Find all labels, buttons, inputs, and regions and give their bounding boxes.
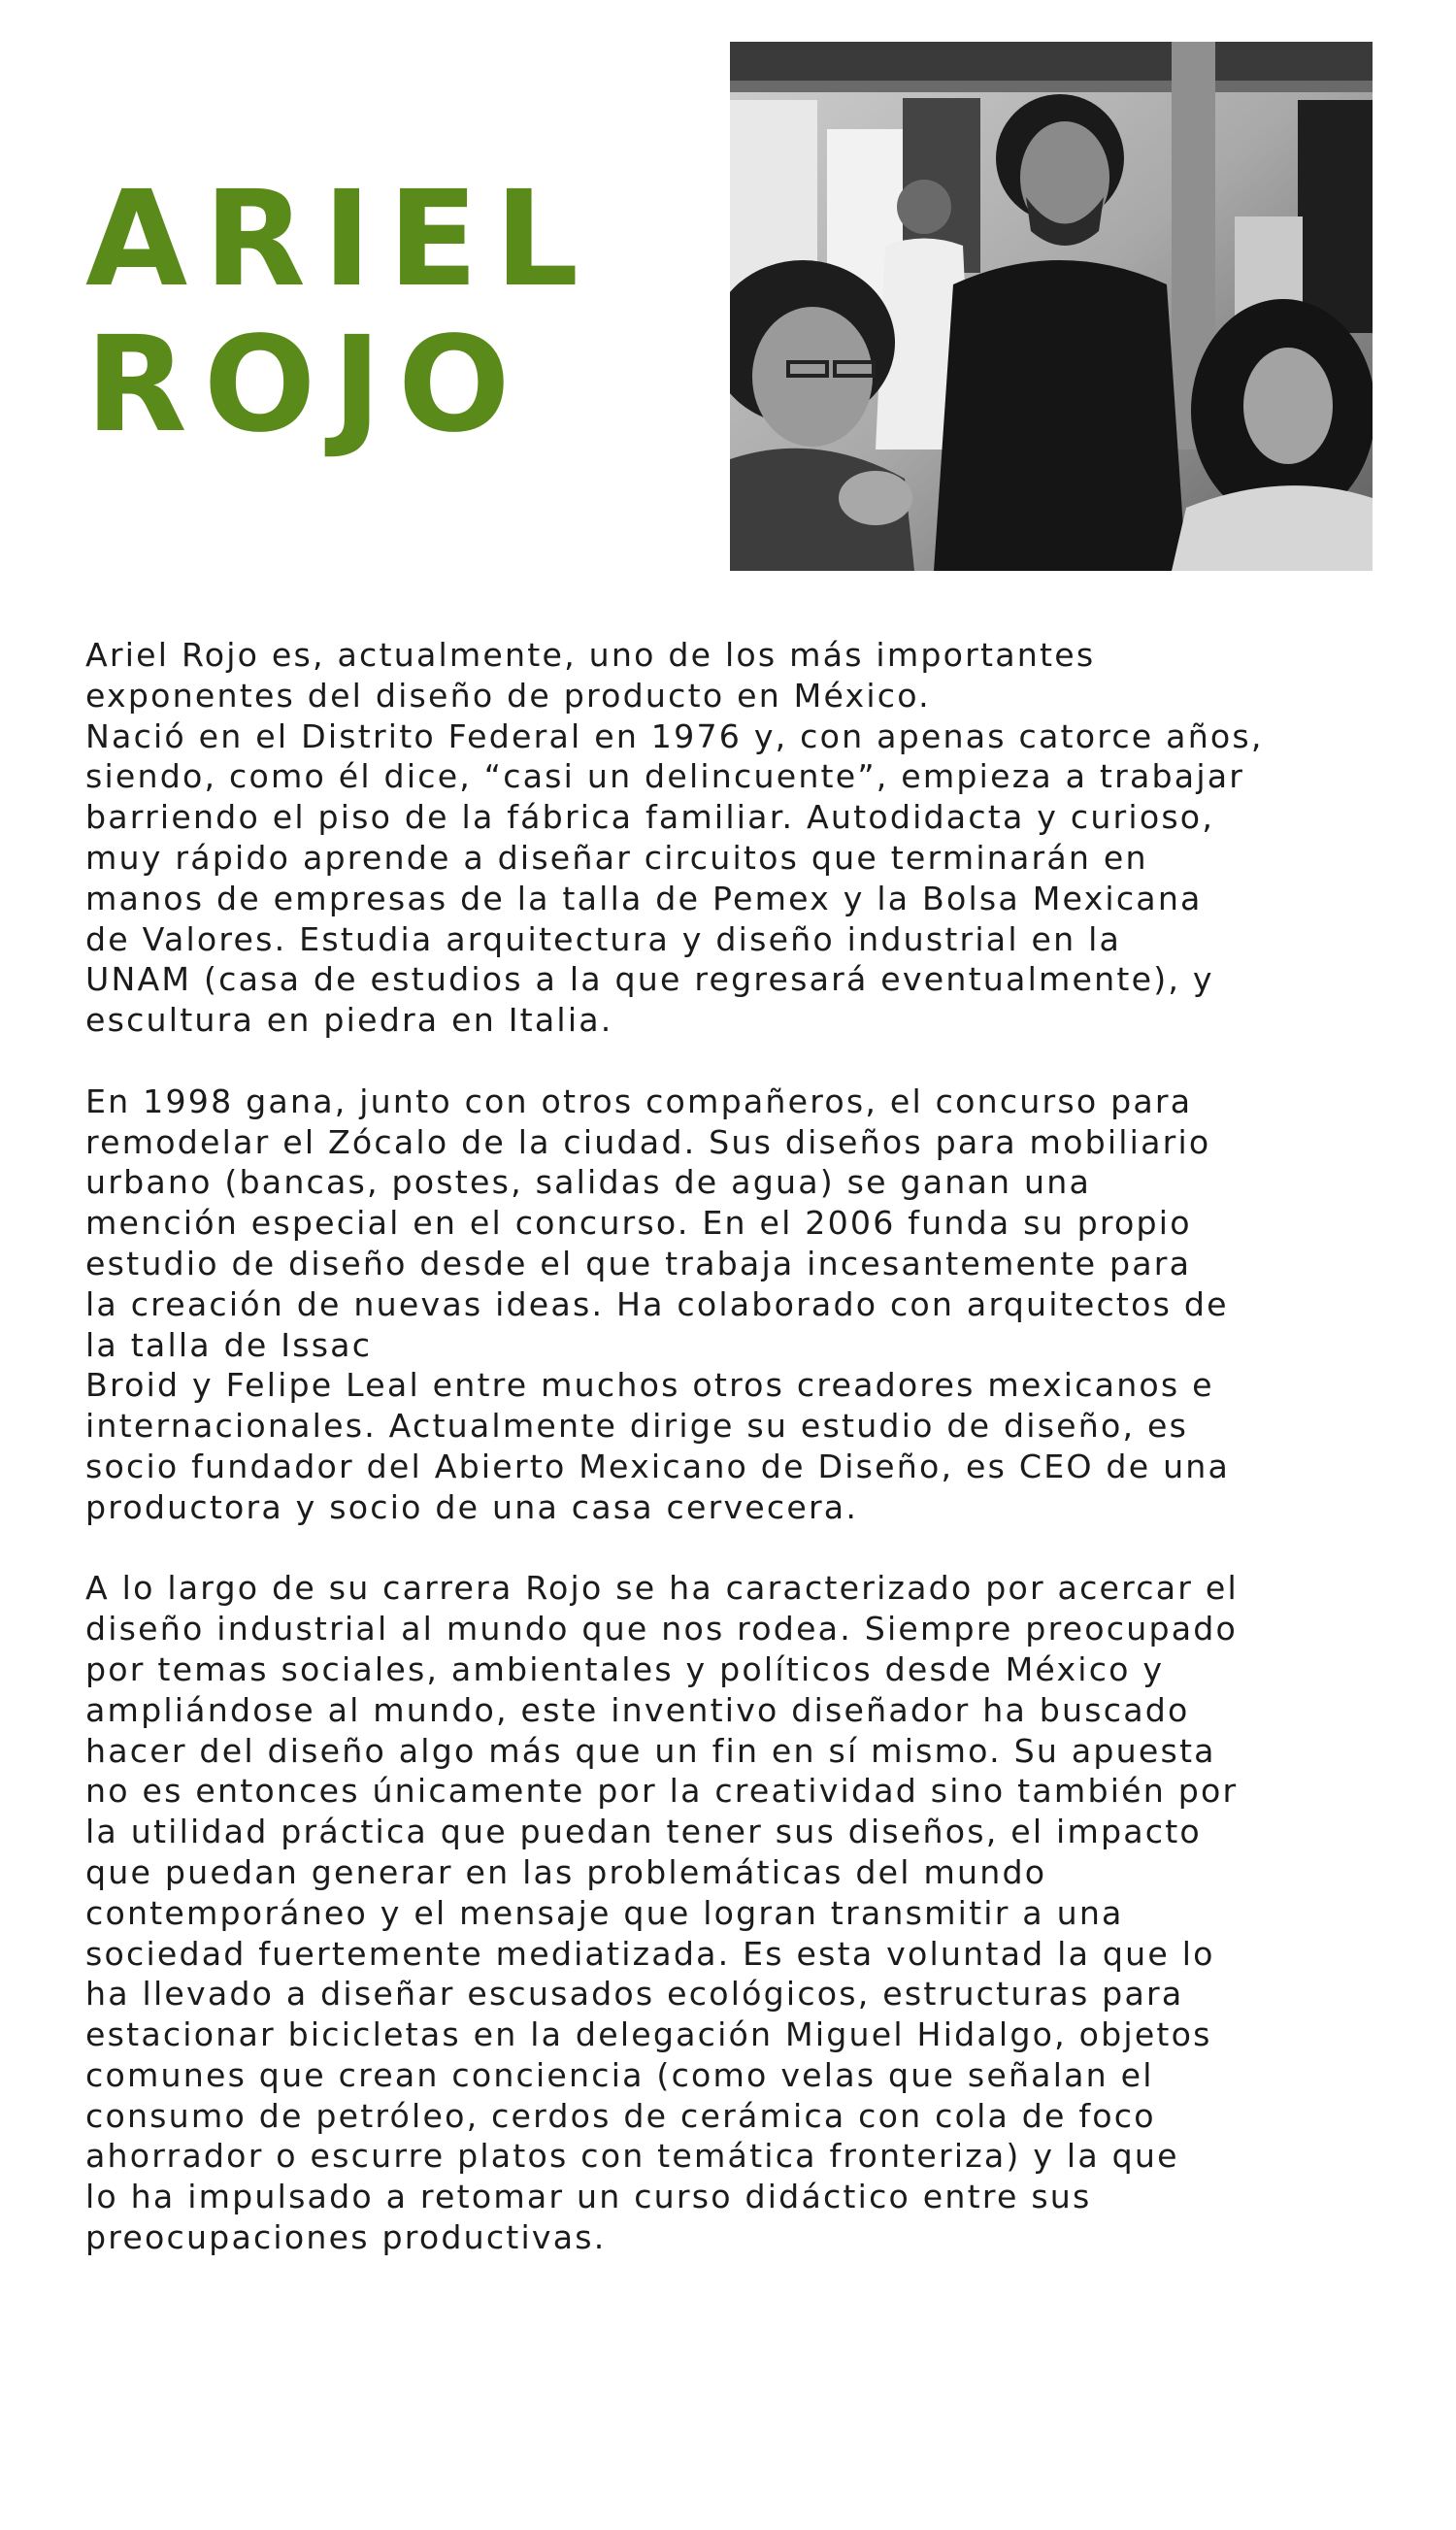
bio-line: sociedad fuertemente mediatizada. Es esta voluntad la que lo [85,1934,1215,1973]
title-line-last-name: ROJO [85,309,527,462]
bio-line: manos de empresas de la talla de Pemex y la Bolsa Mexicana [85,879,1203,917]
bio-line: hacer del diseño algo más que un fin en sí mismo. Su apuesta [85,1731,1216,1770]
bio-line: la utilidad práctica que puedan tener sus diseños, el impacto [85,1813,1202,1851]
bio-line: Broid y Felipe Leal entre muchos otros creadores mexicanos e [85,1366,1214,1405]
bio-line: la talla de Issac [85,1325,373,1364]
bio-line: internacionales. Actualmente dirige su estudio de diseño, es [85,1407,1189,1446]
bio-paragraph-2 [85,1082,1406,1528]
bio-line: estudio de diseño desde el que trabaja incesantemente para [85,1244,1192,1282]
bio-line: la creación de nuevas ideas. Ha colaborado con arquitectos de [85,1284,1229,1323]
bio-line: diseño industrial al mundo que nos rodea. Siempre preocupado [85,1610,1239,1648]
bio-line: urbano (bancas, postes, salidas de agua) se ganan una [85,1163,1092,1202]
bio-line: barriendo el piso de la fábrica familiar. Autodidacta y curioso, [85,798,1215,837]
bio-line: escultura en piedra en Italia. [85,1001,613,1040]
bio-line: muy rápido aprende a diseñar circuitos que terminarán en [85,838,1148,877]
bio-paragraph-1 [85,635,1406,1041]
bio-line: ha llevado a diseñar escusados ecológicos, estructuras para [85,1975,1184,2014]
bio-line: socio fundador del Abierto Mexicano de Diseño, es CEO de una [85,1447,1231,1485]
bio-line: En 1998 gana, junto con otros compañeros, el concurso para [85,1082,1193,1120]
bio-line: preocupaciones productivas. [85,2218,607,2257]
bio-line: consumo de petróleo, cerdos de cerámica con cola de foco [85,2096,1156,2135]
portrait-photo-icon [730,42,1373,571]
bio-line: Ariel Rojo es, actualmente, uno de los más importantes [85,636,1096,674]
bio-line: comunes que crean conciencia (como velas que señalan el [85,2055,1154,2094]
bio-line: de Valores. Estudia arquitectura y diseño industrial en la [85,919,1122,958]
bio-line: A lo largo de su carrera Rojo se ha caracterizado por acercar el [85,1569,1239,1608]
bio-line: mención especial en el concurso. En el 2006 funda su propio [85,1204,1192,1243]
bio-line: siendo, como él dice, “casi un delincuente”, empieza a trabajar [85,757,1245,796]
portrait-photo [730,42,1373,571]
bio-line: por temas sociales, ambientales y políticos desde México y [85,1649,1165,1688]
bio-line: UNAM (casa de estudios a la que regresará eventualmente), y [85,960,1214,999]
title-line-first-name: ARIEL [85,163,596,316]
biography-text [85,635,1406,2299]
bio-line: que puedan generar en las problemáticas del mundo [85,1852,1047,1891]
bio-line: no es entonces únicamente por la creatividad sino también por [85,1772,1239,1811]
bio-line: lo ha impulsado a retomar un curso didáctico entre sus [85,2178,1092,2216]
bio-line: exponentes del diseño de producto en México. [85,676,931,715]
bio-line: ampliándose al mundo, este inventivo diseñador ha buscado [85,1690,1190,1729]
bio-line: contemporáneo y el mensaje que logran transmitir a una [85,1893,1124,1932]
bio-line: Nació en el Distrito Federal en 1976 y, con apenas catorce años, [85,716,1264,755]
bio-line: remodelar el Zócalo de la ciudad. Sus diseños para mobiliario [85,1122,1211,1161]
bio-paragraph-3 [85,1568,1406,2258]
page-title [85,163,596,462]
bio-line: ahorrador o escurre platos con temática fronteriza) y la que [85,2137,1179,2176]
bio-line: productora y socio de una casa cervecera. [85,1487,859,1526]
bio-line: estacionar bicicletas en la delegación Miguel Hidalgo, objetos [85,2015,1212,2054]
